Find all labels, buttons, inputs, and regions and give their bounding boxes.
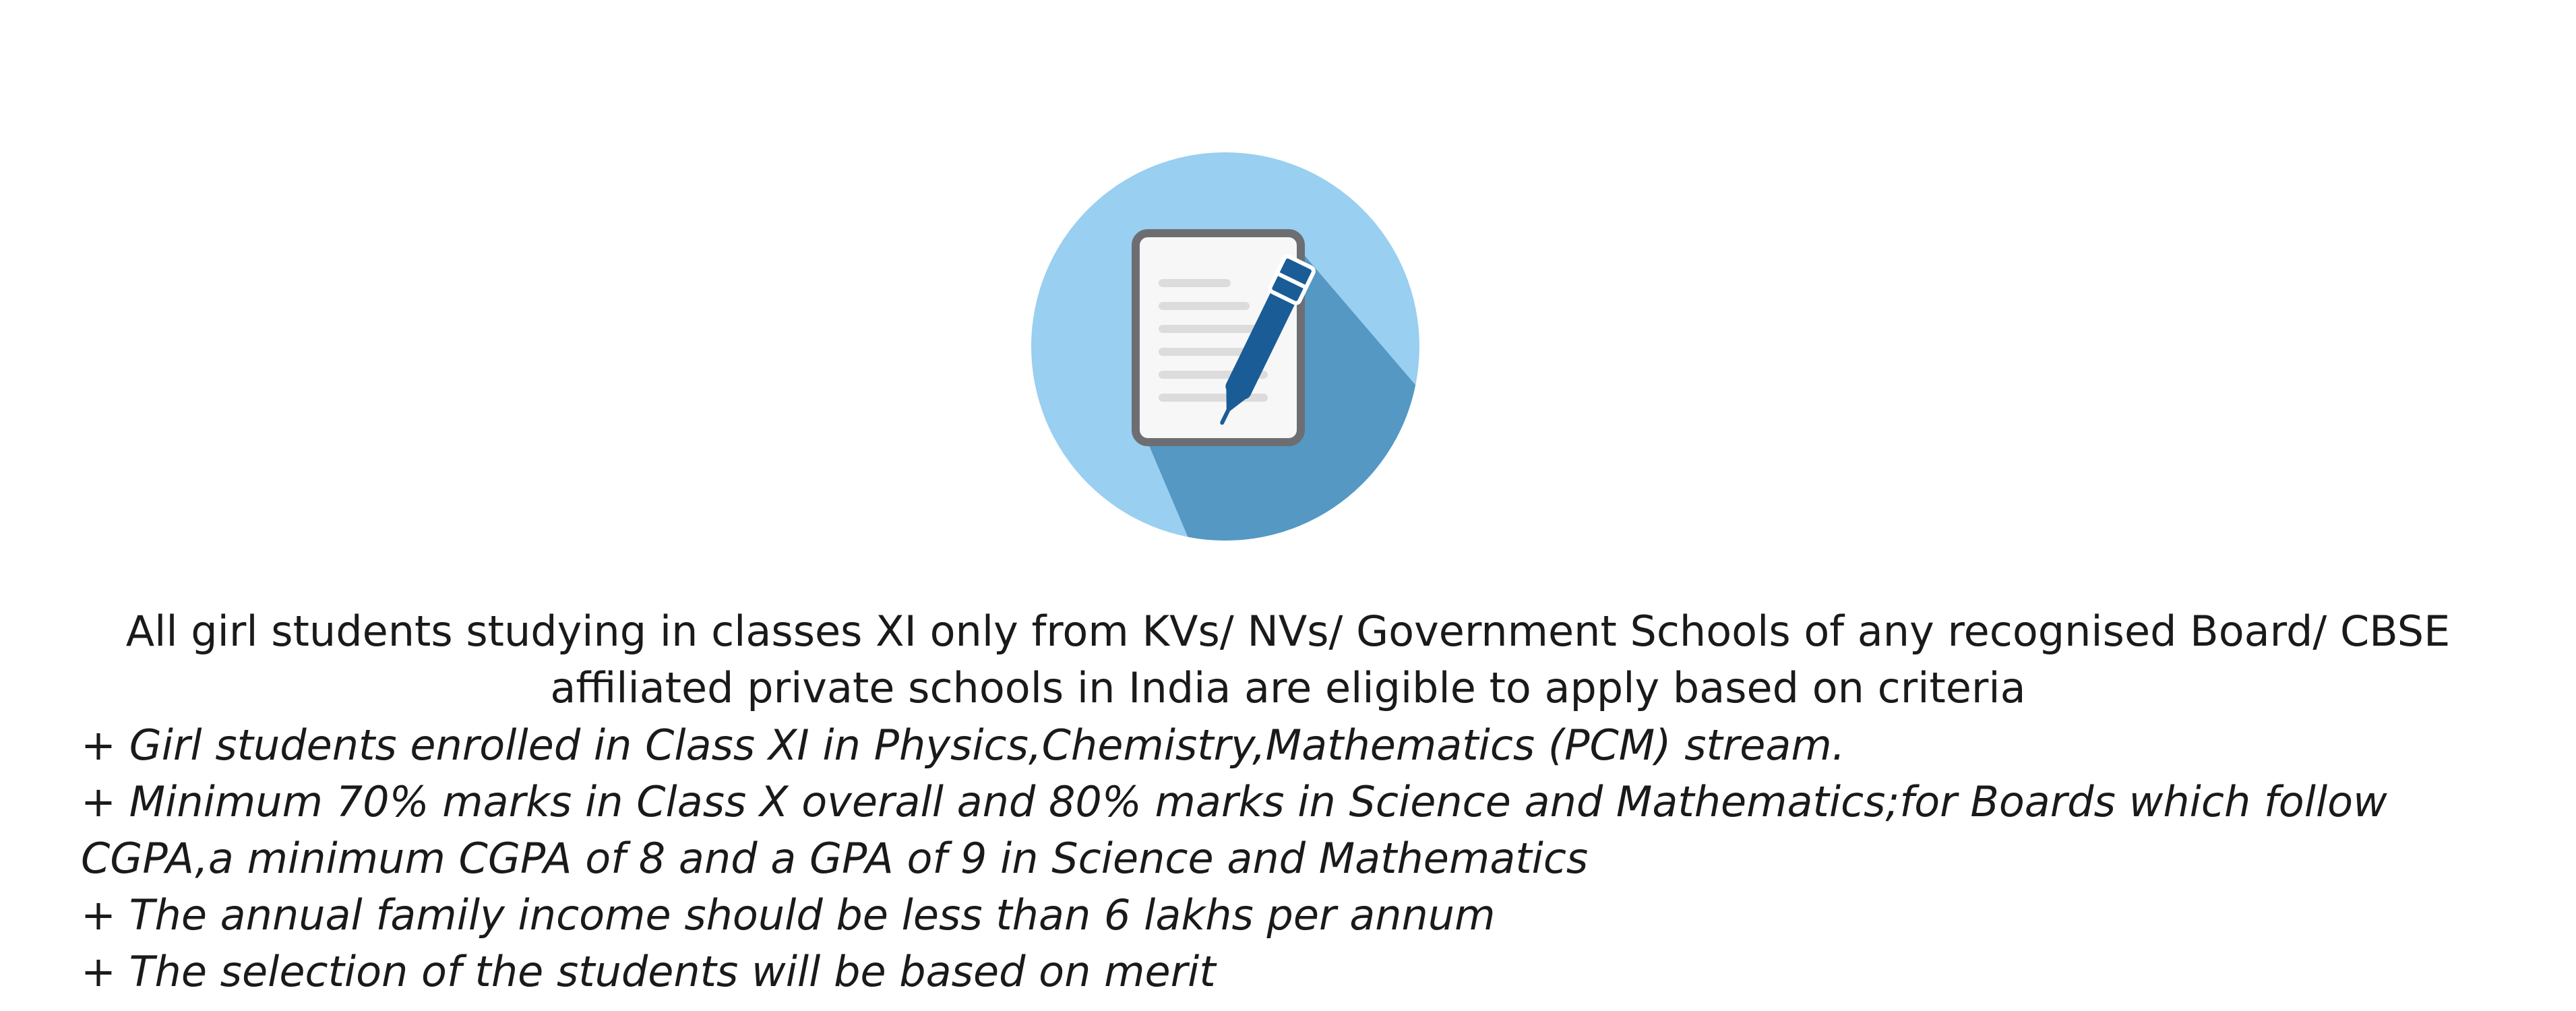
criteria-item: + The annual family income should be less than 6 lakhs per annum bbox=[81, 890, 1496, 940]
intro-line-2: affiliated private schools in India are eligible to apply based on criteria bbox=[550, 663, 2026, 712]
intro-text bbox=[0, 603, 2576, 716]
criteria-list bbox=[81, 717, 2548, 1000]
criteria-item: + The selection of the students will be based on merit bbox=[81, 947, 1216, 996]
document-pen-icon bbox=[1031, 152, 1419, 541]
intro-line-1: All girl students studying in classes XI only from KVs/ NVs/ Government Schools of any recognised Board/ CBSE bbox=[125, 607, 2451, 656]
criteria-item: + Girl students enrolled in Class XI in Physics,Chemistry,Mathematics (PCM) stream. bbox=[81, 721, 1845, 770]
criteria-item: + Minimum 70% marks in Class X overall and 80% marks in Science and Mathematics;for Boards which follow CGPA,a minimum CGPA of 8 and a GPA of 9 in Science and Mathematics bbox=[81, 777, 2387, 883]
